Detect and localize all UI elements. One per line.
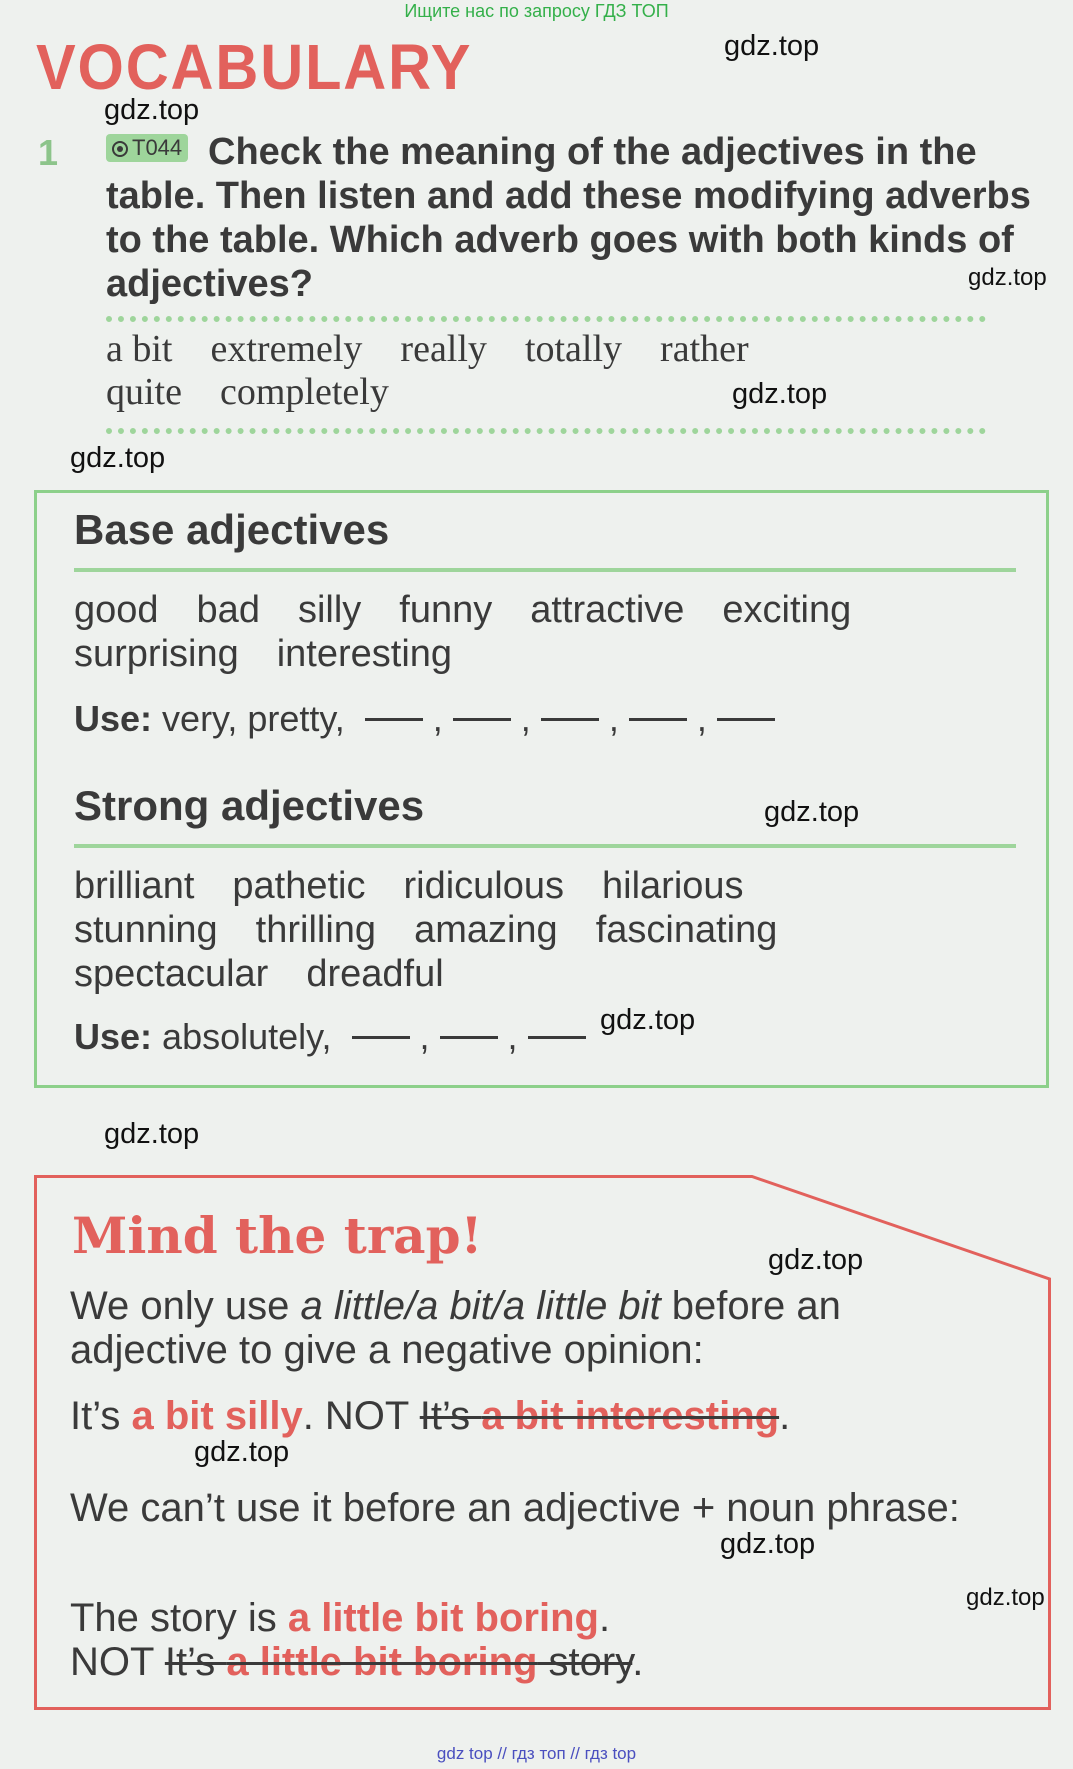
trap-paragraph-1: We only use a little/a bit/a little bit before an adjective to give a negative opinion: (70, 1284, 841, 1372)
adjective: surprising (74, 633, 239, 675)
adjective: silly (297, 589, 362, 631)
adverb: completely (219, 371, 389, 413)
use-label: Use: (74, 698, 153, 739)
trap-example-2: The story is a little bit boring. (70, 1596, 611, 1640)
adjective: thrilling (255, 909, 377, 951)
trap-paragraph-2: We can’t use it before an adjective + noun phrase: (70, 1486, 960, 1530)
adjective: bad (196, 589, 260, 631)
adverb: a bit (106, 328, 173, 370)
comma: , (608, 698, 619, 739)
audio-disc-icon (112, 141, 128, 157)
adverb-line-1 (106, 328, 1006, 371)
use-text: absolutely, (162, 1016, 332, 1057)
trap-example-3: NOT It’s a little bit boring story. (70, 1640, 644, 1684)
word-line (74, 632, 1014, 676)
adjective: attractive (530, 589, 685, 631)
exercise-instruction: Check the meaning of the adjectives in the table. Then listen and add these modifying adverbs to the table. Which adverb goes with both kinds of adjectives? (106, 131, 1031, 305)
watermark: gdz.top (732, 378, 828, 410)
adverb-list (106, 328, 1006, 414)
dotted-divider-bottom (106, 428, 986, 434)
comma: , (696, 698, 707, 739)
adjective: fascinating (595, 909, 778, 951)
strong-title-rule (74, 844, 1016, 848)
trap-example-1: It’s a bit silly. NOT It’s a bit interesting. (70, 1394, 791, 1438)
use-text: very, pretty, (162, 698, 345, 739)
adjective: exciting (722, 589, 852, 631)
base-use-line (74, 698, 785, 740)
adjective: dreadful (306, 953, 444, 995)
audio-track-badge[interactable] (106, 134, 188, 162)
comma: , (507, 1016, 518, 1057)
exercise-number: 1 (38, 132, 59, 173)
adverb: totally (524, 328, 623, 370)
answer-blank[interactable] (717, 718, 775, 721)
watermark: gdz.top (104, 1118, 200, 1150)
watermark: gdz.top (768, 1244, 864, 1276)
strong-adjectives-title: Strong adjectives (74, 782, 425, 829)
strong-adjectives-list (74, 864, 1014, 996)
watermark: gdz.top (966, 1584, 1045, 1611)
word-line (74, 588, 1014, 632)
adjective: spectacular (74, 953, 269, 995)
answer-blank[interactable] (629, 718, 687, 721)
adjective: good (74, 589, 159, 631)
adverb: extremely (210, 328, 363, 370)
word-line (74, 908, 1014, 952)
adverb: rather (660, 328, 749, 370)
adjective: ridiculous (403, 865, 565, 907)
adverb: really (400, 328, 487, 370)
watermark: gdz.top (600, 1004, 696, 1036)
adjective: hilarious (602, 865, 744, 907)
answer-blank[interactable] (541, 718, 599, 721)
bottom-banner[interactable]: gdz top // гдз топ // гдз top (436, 1744, 637, 1763)
base-adjectives-title: Base adjectives (74, 506, 390, 553)
watermark: gdz.top (764, 796, 860, 828)
base-title-rule (74, 568, 1016, 572)
word-line (74, 864, 1014, 908)
adverb-line-2 (106, 371, 1006, 414)
watermark: gdz.top (104, 94, 200, 126)
adjective: interesting (276, 633, 453, 675)
answer-blank[interactable] (528, 1036, 586, 1039)
adjective: brilliant (74, 865, 195, 907)
adjective: stunning (74, 909, 218, 951)
watermark: gdz.top (720, 1528, 816, 1560)
watermark: gdz.top (70, 442, 166, 474)
adjective: pathetic (232, 865, 366, 907)
adverb: quite (106, 371, 182, 413)
word-line (74, 952, 1014, 996)
base-adjectives-list (74, 588, 1014, 676)
comma: , (419, 1016, 430, 1057)
adjective: amazing (414, 909, 558, 951)
answer-blank[interactable] (440, 1036, 498, 1039)
adjective: funny (399, 589, 493, 631)
comma: , (520, 698, 531, 739)
strong-use-line (74, 1016, 596, 1058)
answer-blank[interactable] (352, 1036, 410, 1039)
dotted-divider-top (106, 316, 986, 322)
watermark: gdz.top (194, 1436, 290, 1468)
answer-blank[interactable] (365, 718, 423, 721)
page-title: VOCABULARY (36, 31, 473, 103)
answer-blank[interactable] (453, 718, 511, 721)
trap-title: Mind the trap! (72, 1206, 483, 1265)
comma: , (432, 698, 443, 739)
top-banner[interactable]: Ищите нас по запросу ГДЗ ТОП (404, 1, 669, 21)
watermark: gdz.top (968, 264, 1047, 291)
use-label: Use: (74, 1016, 153, 1057)
watermark: gdz.top (724, 30, 820, 62)
track-label: T044 (132, 135, 183, 160)
